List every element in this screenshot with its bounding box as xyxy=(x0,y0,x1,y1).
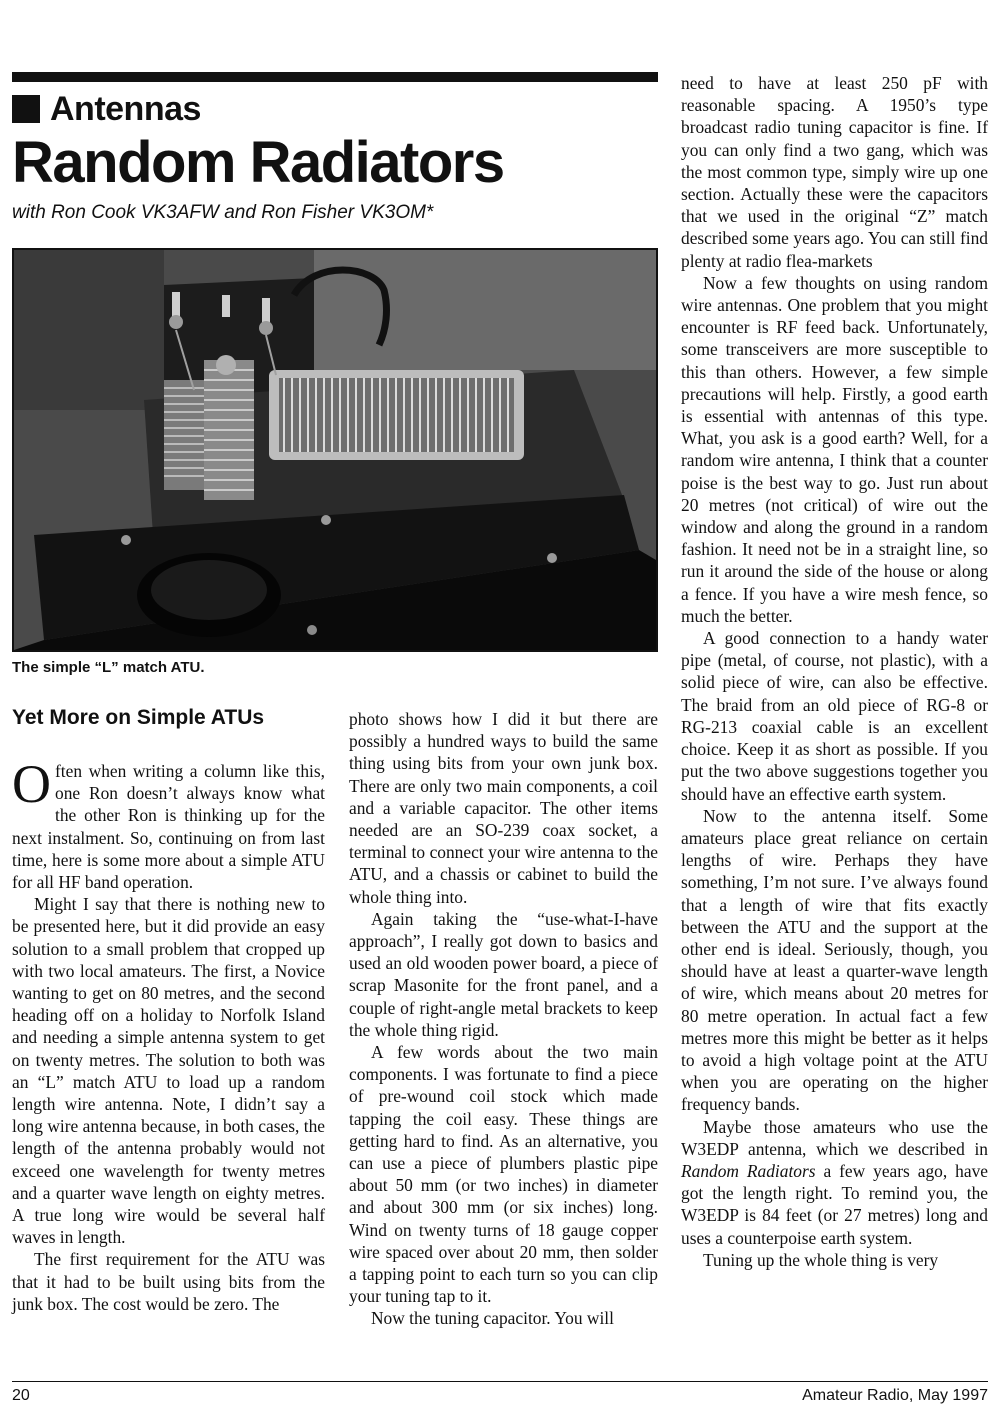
drop-cap: O xyxy=(12,754,51,814)
paragraph-text: ften when writing a column like this, one Ron doesn’t always know what the other Ron is thinking up for the next instalment. So, continuing on from last time, here is some more about a simple ATU for all HF band operation. xyxy=(12,761,325,893)
paragraph: A good connection to a handy water pipe (metal, of course, not plastic), with a solid piece of wire, can also be effective. The braid from an old piece of RG-8 or RG-213 coaxial cable is an excellent choice. Keep it as short as possible. If you put the two above suggestions together you should have an effective earth system. xyxy=(681,628,988,804)
header-rule xyxy=(12,72,658,82)
italic-reference: Random Radiators xyxy=(681,1160,816,1181)
article-column-2 xyxy=(349,708,658,1330)
paragraph xyxy=(681,1116,988,1249)
page-title: Random Radiators xyxy=(12,130,504,195)
article-column-1 xyxy=(12,754,325,1315)
paragraph: Tuning up the whole thing is very xyxy=(703,1249,939,1270)
square-bullet-icon xyxy=(12,95,40,123)
atu-photo-illustration xyxy=(14,250,656,650)
paragraph: photo shows how I did it but there are possibly a hundred ways to build the same thing using bits from your own junk box. There are only two main components, a coil and a variable capacitor. The other items needed are an SO-239 coax socket, a terminal to connect your wire antenna to the ATU, and a chassis or cabinet to build the whole thing into. xyxy=(349,709,658,907)
paragraph-text: a few years ago, have got the length right. To remind you, the W3EDP is 84 feet (or 27 metres) long and uses a counterpoise earth system. xyxy=(681,1160,988,1248)
article-column-3 xyxy=(681,72,988,1271)
paragraph: need to have at least 250 pF with reasonable spacing. A 1950’s type broadcast radio tuning capacitor is fine. If you can only find a two gang, which was the most common type, simply wire up one section. Actually these were the capacitors that we used in the original “Z” match described some years ago. You can still find plenty at radio flea-markets xyxy=(681,73,988,271)
article-subheading: Yet More on Simple ATUs xyxy=(12,706,265,729)
page-number: 20 xyxy=(12,1387,30,1404)
figure-caption: The simple “L” match ATU. xyxy=(12,659,205,676)
publication-info: Amateur Radio, May 1997 xyxy=(802,1387,988,1404)
section-heading xyxy=(12,88,201,130)
paragraph: A few words about the two main components. I was fortunate to find a piece of pre-wound coil stock which made tapping the coil easy. These things are getting hard to find. As an alternative, you can use a piece of plumbers plastic pipe about 50 mm (or two inches) in diameter and about 300 mm (or six inches) long. Wind on twenty turns of 18 gauge copper wire spaced over about 20 mm, then solder a tapping point to each turn so you can clip your tuning tap to it. xyxy=(349,1042,658,1307)
footer-rule xyxy=(12,1381,988,1382)
paragraph: Again taking the “use-what-I-have approach”, I really got down to basics and used an old wooden power board, a piece of scrap Masonite for the front panel, and a couple of right-angle metal brackets to keep the whole thing rigid. xyxy=(349,908,658,1040)
atu-photo xyxy=(12,248,658,652)
paragraph xyxy=(12,754,325,893)
section-label: Antennas xyxy=(50,90,201,128)
paragraph: Might I say that there is nothing new to be presented here, but it did provide an easy solution to a small problem that cropped up with two local amateurs. The first, a Novice wanting to get on 80 metres, and the second heading off on a holiday to Norfolk Island and needing a simple antenna system to get on twenty metres. The solution to both was an “L” match ATU to load up a random length wire antenna. Note, I didn’t say a long wire antenna because, in both cases, the length of the antenna probably would not exceed one wavelength for twenty metres and a quarter wave length on eighty metres. A true long wire would be several half waves in length. xyxy=(12,894,325,1248)
paragraph: Now to the antenna itself. Some amateurs place great reliance on certain lengths of wire. Perhaps they have something, I’m not sure. I’ve always found that a length of wire that fits exactly between the ATU and the support at the other end is ideal. Seriously, though, you should have at least a quarter-wave length of wire, which means about 20 metres for 80 metre operation. In actual fact a few metres more this might be better as it helps to avoid a high voltage point at the ATU when you are operating on the higher frequency bands. xyxy=(681,805,988,1115)
paragraph: The first requirement for the ATU was that it had to be built using bits from the junk box. The cost would be zero. The xyxy=(12,1249,325,1314)
paragraph-text: Maybe those amateurs who use the W3EDP antenna, which we described in xyxy=(681,1116,988,1159)
paragraph: Now a few thoughts on using random wire antennas. One problem that you might encounter is RF feed back. Unfortunately, some transceivers are more susceptible to this than others. However, a few simple precautions will help. Firstly, a good earth is essential with antennas of this type. What, you ask is a good earth? Well, for a random wire antenna, I think that a counter poise is the best way to go. Just run about 20 metres (not critical) of wire out the window and along the ground in a random fashion. It need not be in a straight line, so run it around the side of the house or along a fence. If you have a wire mesh fence, so much the better. xyxy=(681,272,988,626)
byline: with Ron Cook VK3AFW and Ron Fisher VK3OM* xyxy=(12,202,434,223)
paragraph: Now the tuning capacitor. You will xyxy=(371,1308,614,1329)
